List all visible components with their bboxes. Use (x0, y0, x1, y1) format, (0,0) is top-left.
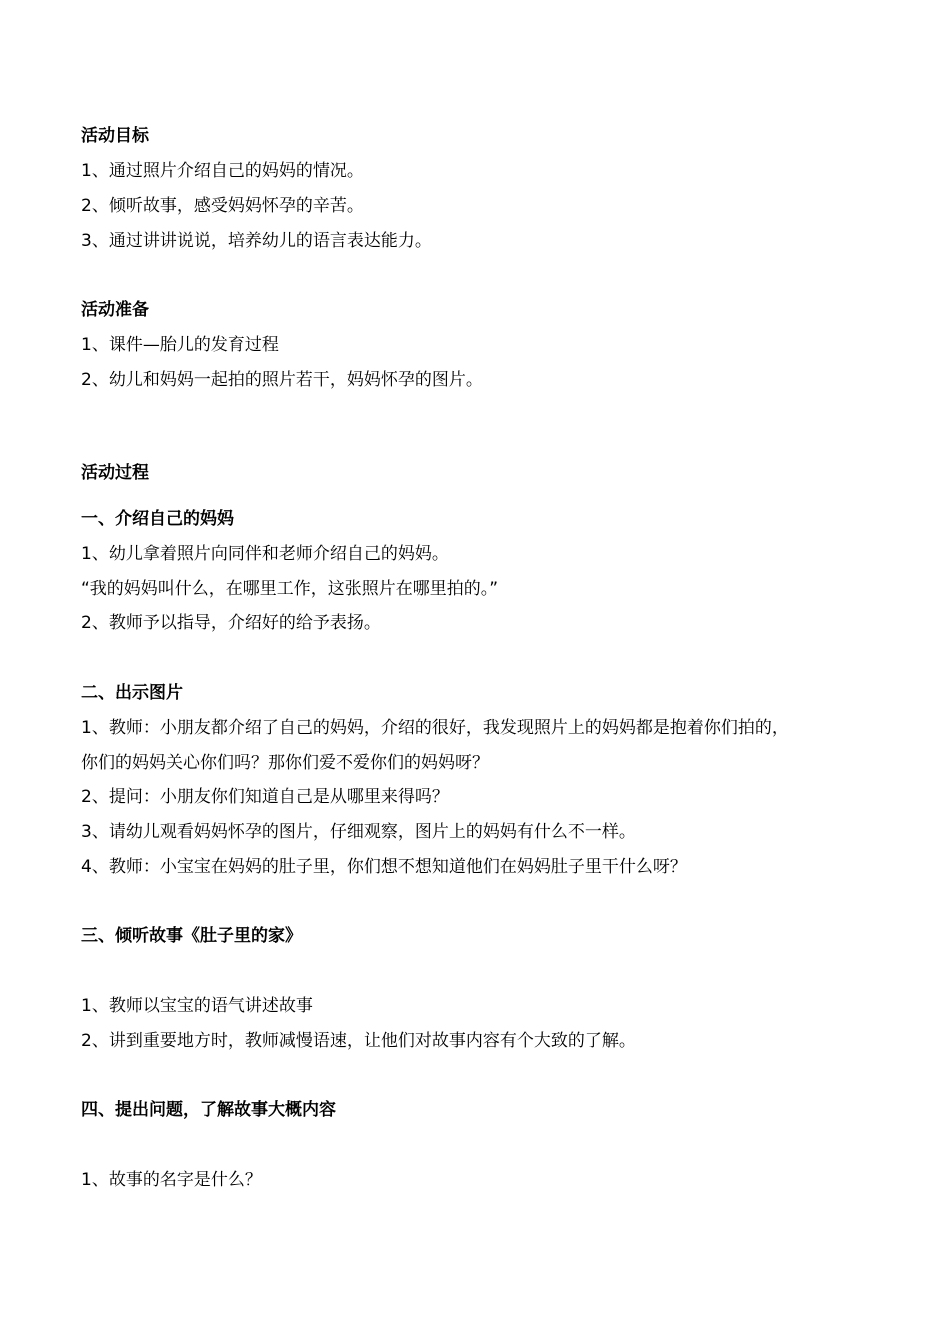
prep-item-2: 2、幼儿和妈妈一起拍的照片若干，妈妈怀孕的图片。 (81, 370, 483, 390)
part3-item-2: 2、讲到重要地方时，教师减慢语速，让他们对故事内容有个大致的了解。 (81, 1031, 636, 1051)
part3-item-1: 1、教师以宝宝的语气讲述故事 (81, 996, 313, 1016)
process-heading: 活动过程 (81, 463, 149, 483)
part3-heading: 三、倾听故事《肚子里的家》 (81, 926, 302, 946)
part2-item-1-cont: 你们的妈妈关心你们吗？那你们爱不爱你们的妈妈呀？ (81, 753, 489, 773)
part4-heading: 四、提出问题，了解故事大概内容 (81, 1100, 336, 1120)
part1-quote: “我的妈妈叫什么，在哪里工作，这张照片在哪里拍的。” (81, 579, 499, 599)
goals-item-2: 2、倾听故事，感受妈妈怀孕的辛苦。 (81, 196, 364, 216)
part1-item-1: 1、幼儿拿着照片向同伴和老师介绍自己的妈妈。 (81, 544, 449, 564)
part2-item-3: 3、请幼儿观看妈妈怀孕的图片，仔细观察，图片上的妈妈有什么不一样。 (81, 822, 636, 842)
prep-item-1: 1、课件—胎儿的发育过程 (81, 335, 279, 355)
goals-heading: 活动目标 (81, 126, 149, 146)
goals-item-1: 1、通过照片介绍自己的妈妈的情况。 (81, 161, 364, 181)
part1-item-2: 2、教师予以指导，介绍好的给予表扬。 (81, 613, 381, 633)
part4-item-1: 1、故事的名字是什么？ (81, 1170, 262, 1190)
part1-heading: 一、介绍自己的妈妈 (81, 509, 234, 529)
part2-item-4: 4、教师：小宝宝在妈妈的肚子里，你们想不想知道他们在妈妈肚子里干什么呀？ (81, 857, 687, 877)
part2-item-1: 1、教师：小朋友都介绍了自己的妈妈，介绍的很好，我发现照片上的妈妈都是抱着你们拍的， (81, 718, 789, 738)
prep-heading: 活动准备 (81, 300, 149, 320)
part2-heading: 二、出示图片 (81, 683, 183, 703)
part2-item-2: 2、提问：小朋友你们知道自己是从哪里来得吗？ (81, 787, 449, 807)
goals-item-3: 3、通过讲讲说说，培养幼儿的语言表达能力。 (81, 231, 432, 251)
